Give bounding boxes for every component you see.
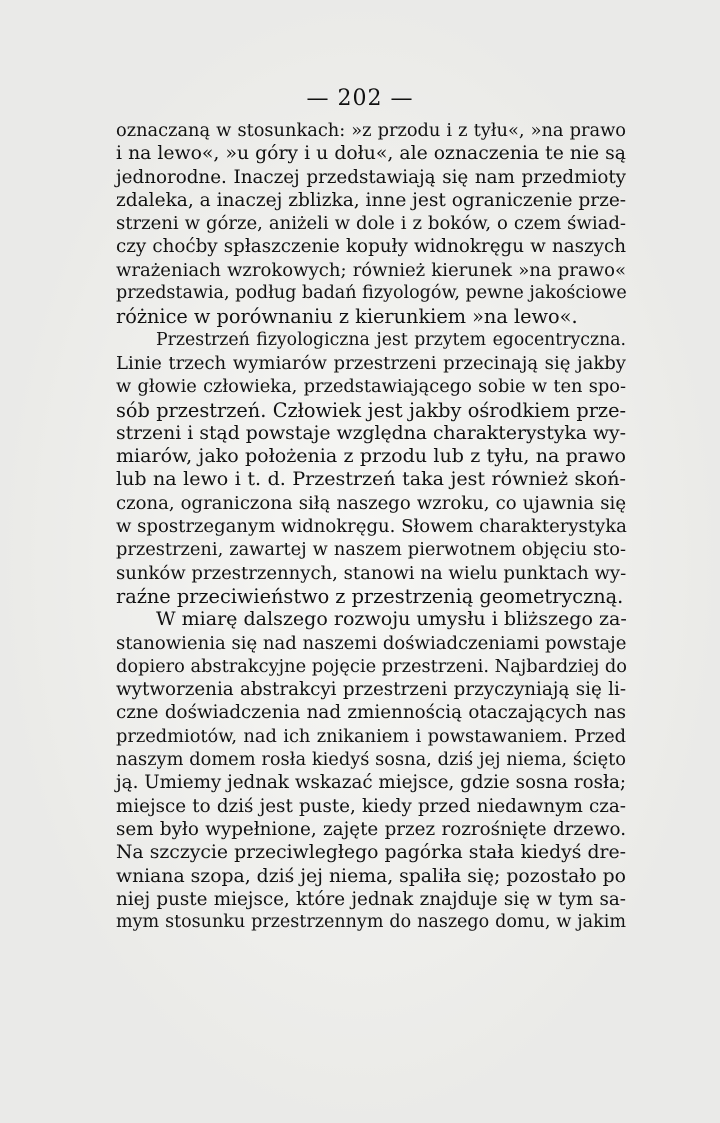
text-line: sób przestrzeń. Człowiek jest jakby ośrodkiem prze- bbox=[116, 398, 626, 422]
text-line: naszym domem rosła kiedyś sosna, dziś jej niema, ścięto bbox=[116, 749, 626, 771]
text-line: czona, ograniczona siłą naszego wzroku, co ujawnia się bbox=[116, 492, 626, 514]
text-line: ją. Umiemy jednak wskazać miejsce, gdzie sosna rosła; bbox=[116, 772, 627, 794]
text-line: sunków przestrzennych, stanowi na wielu punktach wy- bbox=[116, 562, 627, 584]
text-line: wniana szopa, dziś jej niema, spaliła się; pozostało po bbox=[116, 865, 626, 887]
text-line: czy choćby spłaszczenie kopuły widnokręgu w naszych bbox=[116, 236, 626, 258]
text-line: miejsce to dziś jest puste, kiedy przed niedawnym cza- bbox=[116, 795, 626, 817]
text-line: w spostrzeganym widnokręgu. Słowem charakterystyka bbox=[116, 516, 627, 538]
text-line: strzeni w górze, aniżeli w dole i z boków, o czem świad- bbox=[116, 213, 626, 235]
text-line: W miarę dalszego rozwoju umysłu i bliższego za- bbox=[156, 608, 627, 631]
text-line: miarów, jako położenia z przodu lub z tyłu, na prawo bbox=[116, 445, 626, 468]
text-line: przedmiotów, nad ich znikaniem i powstawaniem. Przed bbox=[116, 725, 626, 747]
text-line: oznaczaną w stosunkach: »z przodu i z tyłu«, »na prawo bbox=[116, 120, 626, 141]
text-line: Linie trzech wymiarów przestrzeni przecinają się jakby bbox=[116, 352, 626, 374]
text-line: strzeni i stąd powstaje względna charakterystyka wy- bbox=[116, 422, 626, 444]
text-line: czne doświadczenia nad zmiennością otaczających nas bbox=[116, 702, 626, 724]
text-line: w głowie człowieka, przedstawiającego sobie w ten spo- bbox=[116, 376, 626, 398]
text-line: lub na lewo i t. d. Przestrzeń taka jest również skoń- bbox=[116, 468, 626, 491]
text-line: mym stosunku przestrzennym do naszego domu, w jakim bbox=[116, 912, 626, 933]
text-line: przedstawia, podług badań fizyologów, pewne jakościowe bbox=[116, 283, 627, 304]
text-line: dopiero abstrakcyjne pojęcie przestrzeni. Najbardziej do bbox=[116, 655, 628, 677]
text-line: przestrzeni, zawartej w naszem pierwotnem objęciu sto- bbox=[116, 539, 626, 561]
text-line: zdaleka, a inaczej zblizka, inne jest ograniczenie prze- bbox=[116, 189, 627, 211]
page-number: — 202 — bbox=[306, 86, 414, 111]
text-line: niej puste miejsce, które jednak znajduje się w tym sa- bbox=[116, 888, 626, 910]
text-line: sem było wypełnione, zajęte przez rozrośnięte drzewo. bbox=[116, 818, 626, 840]
text-line: stanowienia się nad naszemi doświadczeniami powstaje bbox=[116, 632, 627, 654]
text-line: Na szczycie przeciwległego pagórka stała kiedyś dre- bbox=[116, 842, 626, 864]
body-text bbox=[116, 119, 626, 934]
text-line: wrażeniach wzrokowych; również kierunek »na prawo« bbox=[116, 259, 626, 281]
text-line: wytworzenia abstrakcyi przestrzeni przyczyniają się li- bbox=[116, 679, 626, 701]
text-line: i na lewo«, »u góry i u dołu«, ale oznaczenia te nie są bbox=[116, 143, 626, 165]
text-line: Przestrzeń fizyologiczna jest przytem egocentryczna. bbox=[156, 329, 626, 350]
text-line: jednorodne. Inaczej przedstawiają się nam przedmioty bbox=[116, 166, 626, 188]
text-line: raźne przeciwieństwo z przestrzenią geometryczną. bbox=[116, 584, 624, 608]
text-line: różnice w porównaniu z kierunkiem »na lewo«. bbox=[116, 305, 578, 329]
